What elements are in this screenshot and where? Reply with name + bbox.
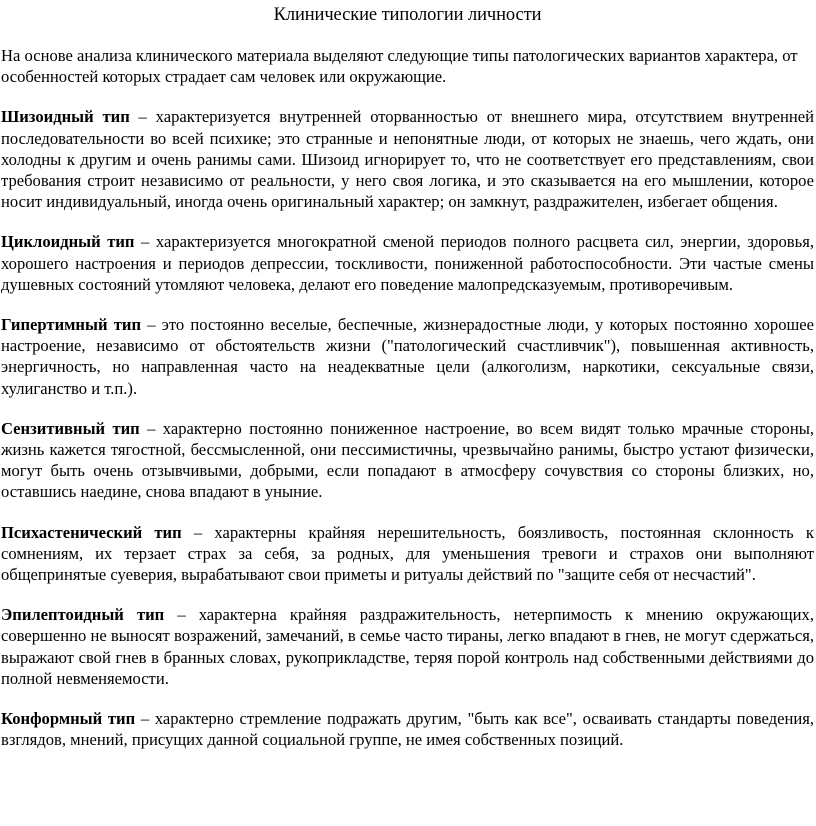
type-paragraph-epileptoid <box>1 604 814 689</box>
type-description: – характерно стремление подражать другим, "быть как все", осваивать стандарты поведения, взглядов, мнений, присущих данной социальной группе, не имея собственных позиций. <box>1 709 814 750</box>
type-paragraph-cycloid <box>1 231 814 295</box>
type-paragraph-conformal <box>1 708 814 750</box>
type-description: – это постоянно веселые, беспечные, жизнерадостные люди, у которых постоянно хорошее настроение, независимо от обстоятельств жизни ("патологический счастливчик"), повышенная активность, энергичность, но направленная часто на неадекватные цели (алкоголизм, наркотики, сексуальные связи, хулиганство и т.п.). <box>1 315 815 398</box>
type-paragraph-psychasthenic <box>1 522 814 586</box>
type-paragraph-hyperthymic <box>1 314 814 399</box>
type-term: Эпилептоидный тип <box>1 605 165 625</box>
type-term: Циклоидный тип <box>1 232 135 252</box>
type-description: – характерна крайняя раздражительность, нетерпимость к мнению окружающих, совершенно не выносят возражений, замечаний, в семье часто тираны, легко впадают в гнев, не могут сдержаться, выражают свой гнев в бранных словах, рукоприкладстве, теряя порой контроль над собственными действиями до полной невменяемости. <box>1 605 814 688</box>
type-description: – характеризуется внутренней оторванностью от внешнего мира, отсутствием внутренней последовательности во всей психике; это странные и непонятные люди, от которых не знаешь, чего ждать, они холодны к другим и очень ранимы сами. Шизоид игнорирует то, что не соответствует его представлениям, свои требования строит независимо от реальности, у него своя логика, и это сказывается на его мышлении, которое носит индивидуальный, иногда очень оригинальный характер; он замкнут, раздражителен, избегает общения. <box>1 107 814 212</box>
type-paragraph-sensitive <box>1 418 814 503</box>
type-term: Гипертимный тип <box>1 315 142 335</box>
type-term: Сензитивный тип <box>1 418 140 438</box>
intro-paragraph: На основе анализа клинического материала выделяют следующие типы патологических вариантов характера, от особенностей которых страдает сам человек или окружающие. <box>1 46 798 87</box>
page-title: Клинические типологии личности <box>273 5 542 25</box>
type-description: – характерно постоянно пониженное настроение, во всем видят только мрачные стороны, жизнь кажется тягостной, бессмысленной, они пессимистичны, чрезвычайно ранимы, быстро устают физически, могут быть очень отзывчивыми, добрыми, если попадают в атмосферу сочувствия со стороны близких, но, оставшись наедине, снова впадают в уныние. <box>1 418 814 502</box>
type-term: Шизоидный тип <box>1 107 130 127</box>
type-term: Психастенический тип <box>1 522 182 542</box>
type-paragraph-schizoid <box>1 106 814 212</box>
type-description: – характерны крайняя нерешительность, боязливость, постоянная склонность к сомнениям, их терзает страх за себя, за родных, для уменьшения тревоги и страхов они выполняют общепринятые суеверия, вырабатывают свои приметы и ритуалы действий по "защите себя от несчастий". <box>1 522 814 585</box>
type-term: Конформный тип <box>1 709 136 729</box>
type-description: – характеризуется многократной сменой периодов полного расцвета сил, энергии, здоровья, хорошего настроения и периодов депрессии, тоскливости, пониженной работоспособности. Эти частые смены душевных состояний утомляют человека, делают его поведение малопредсказуемым, противоречивым. <box>1 232 814 294</box>
